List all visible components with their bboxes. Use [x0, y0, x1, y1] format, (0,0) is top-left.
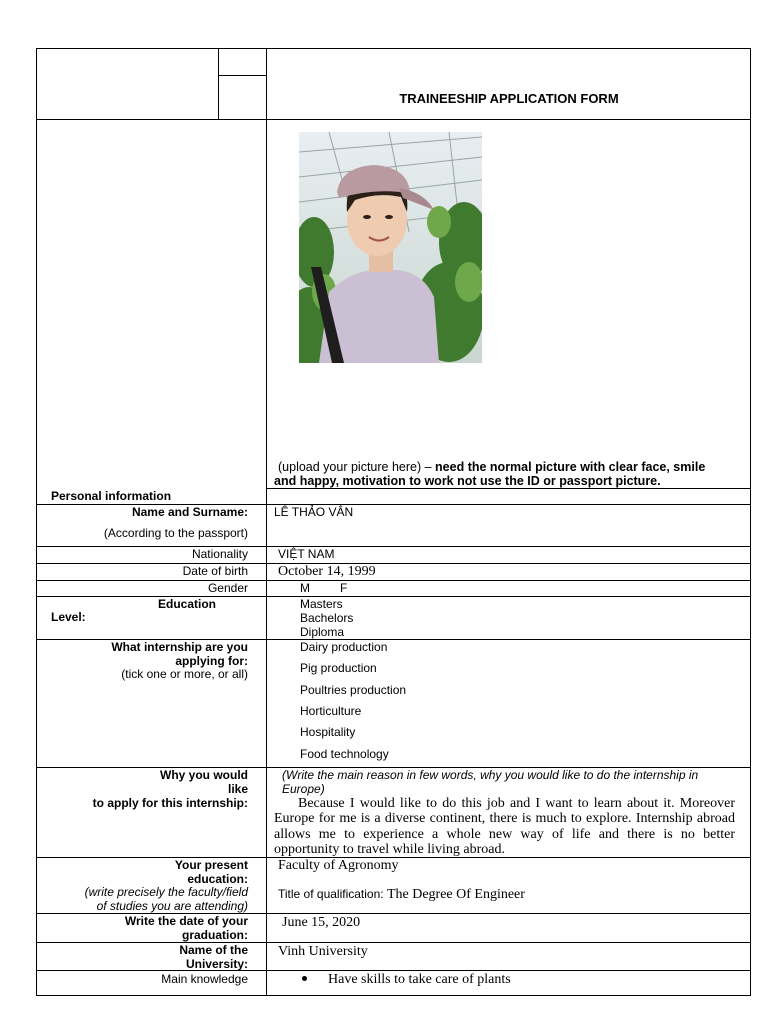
faculty-value[interactable]: Faculty of Agronomy	[278, 858, 399, 873]
photo-caption-bold-line2: and happy, motivation to work not use the ID or passport picture.	[274, 474, 661, 488]
why-instruction-2: Europe)	[282, 782, 325, 796]
name-label: Name and Surname:	[131, 505, 248, 519]
gender-option-m[interactable]: M	[300, 581, 310, 595]
why-answer-line: opportunity to travel while living abroad.	[274, 841, 505, 857]
university-label-2: University:	[185, 957, 248, 971]
present-education-note: (write precisely the faculty/field	[84, 885, 248, 899]
qualification-value: The Degree Of Engineer	[386, 887, 525, 902]
internship-option-poultries[interactable]: Poultries production	[300, 683, 407, 697]
present-education-label-2: education:	[187, 872, 248, 886]
dob-value[interactable]: October 14, 1999	[278, 564, 376, 579]
dob-label: Date of birth	[182, 564, 248, 578]
knowledge-item[interactable]: Have skills to take care of plants	[328, 972, 511, 987]
name-note: (According to the passport)	[103, 526, 248, 540]
knowledge-label: Main knowledge	[161, 972, 248, 986]
why-instruction: (Write the main reason in few words, why you would like to do the internship in	[282, 768, 699, 782]
university-value[interactable]: Vinh University	[278, 944, 368, 959]
photo-caption-plain: (upload your picture here) –	[278, 460, 432, 474]
internship-option-horticulture[interactable]: Horticulture	[300, 704, 362, 718]
graduation-label: Write the date of your	[124, 914, 248, 928]
nationality-label: Nationality	[191, 547, 248, 561]
applicant-photo-image	[299, 132, 482, 363]
education-option-masters[interactable]: Masters	[300, 597, 343, 611]
internship-option-food-tech[interactable]: Food technology	[300, 747, 389, 761]
gender-label: Gender	[207, 581, 248, 595]
form-title: TRAINEESHIP APPLICATION FORM	[399, 91, 619, 106]
why-label-3: to apply for this internship:	[92, 796, 248, 810]
internship-option-pig[interactable]: Pig production	[300, 661, 377, 675]
education-option-bachelors[interactable]: Bachelors	[300, 611, 354, 625]
graduation-value[interactable]: June 15, 2020	[282, 915, 361, 930]
photo-caption-bold: need the normal picture with clear face, smile	[435, 460, 706, 474]
internship-note: (tick one or more, or all)	[121, 667, 248, 681]
present-education-label: Your present	[174, 858, 248, 872]
education-option-diploma[interactable]: Diploma	[300, 625, 345, 639]
why-label-2: like	[227, 782, 248, 796]
why-label: Why you would	[160, 768, 248, 782]
internship-option-dairy[interactable]: Dairy production	[300, 640, 388, 654]
applicant-photo[interactable]	[299, 132, 482, 363]
why-answer-line: Europe for me is a diverse continent, there is much to explore. Internship abroad	[274, 811, 735, 827]
qualification[interactable]	[278, 887, 525, 902]
graduation-label-2: graduation:	[182, 928, 248, 942]
internship-label-2: applying for:	[175, 654, 248, 668]
photo-caption	[274, 460, 744, 488]
university-label: Name of the	[179, 943, 248, 957]
gender-option-f[interactable]: F	[340, 581, 348, 595]
education-level-label: Education	[158, 597, 217, 611]
section-personal-info: Personal information	[51, 489, 172, 503]
present-education-note-2: of studies you are attending)	[96, 899, 248, 913]
internship-option-hospitality[interactable]: Hospitality	[300, 725, 356, 739]
bullet-icon	[302, 976, 307, 981]
internship-label: What internship are you	[111, 640, 248, 654]
qualification-label: Title of qualification:	[278, 887, 384, 901]
why-answer-line: allows me to experience a whole new way of life and there is no better	[274, 826, 735, 842]
nationality-value[interactable]: VIỆT NAM	[278, 547, 335, 561]
why-answer-line: Because I would like to do this job and I want to learn about it. Moreover	[298, 796, 735, 811]
name-value[interactable]: LÊ THẢO VÂN	[274, 505, 354, 519]
education-level-label-2: Level:	[51, 610, 86, 624]
why-answer[interactable]	[274, 796, 735, 857]
